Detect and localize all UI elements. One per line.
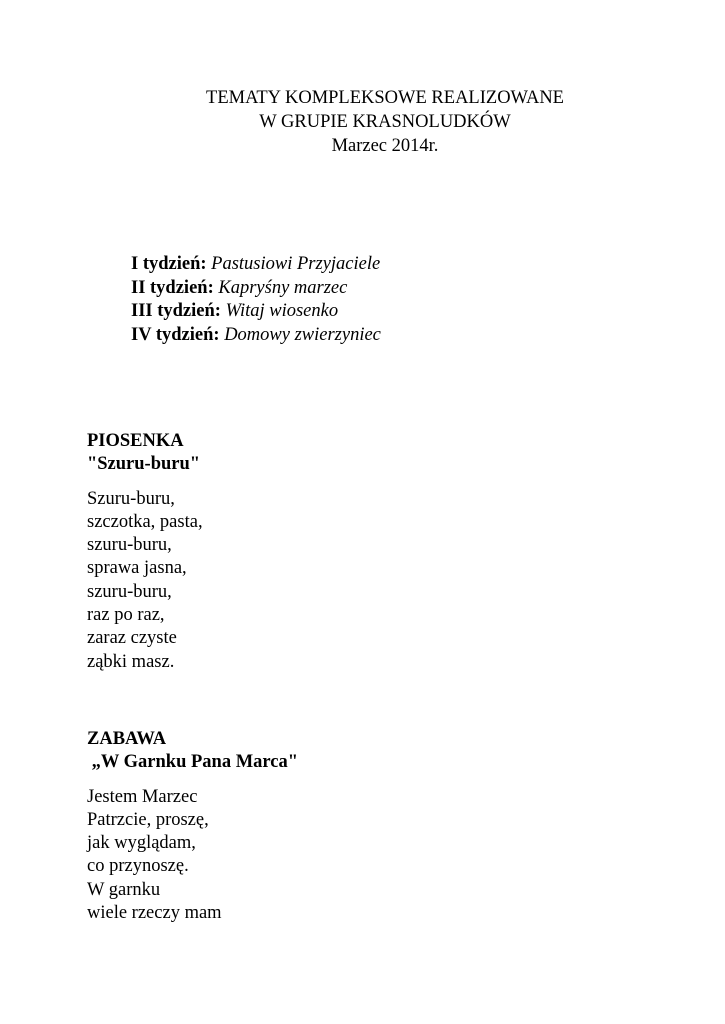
header-title-line-2: W GRUPIE KRASNOLUDKÓW [259, 112, 511, 132]
header-date: Marzec 2014r. [331, 136, 439, 156]
weekly-themes-list [131, 253, 381, 347]
week-item-1 [131, 253, 381, 277]
week-theme: Kapryśny marzec [218, 277, 348, 298]
week-theme: Domowy zwierzyniec [224, 324, 381, 345]
lyric-line: Szuru-buru, [87, 488, 175, 509]
week-label: III tydzień: [131, 301, 221, 321]
document-header [0, 86, 725, 158]
game-title: „W Garnku Pana Marca" [87, 752, 299, 773]
week-theme: Witaj wiosenko [225, 301, 339, 321]
lyric-line: sprawa jasna, [87, 558, 187, 579]
rhyme-line: W garnku [87, 879, 161, 900]
game-rhyme [87, 786, 298, 926]
rhyme-line: Patrzcie, proszę, [87, 809, 209, 830]
song-heading: PIOSENKA [87, 431, 184, 451]
week-item-3 [131, 300, 381, 324]
lyric-line: ząbki masz. [87, 651, 175, 672]
week-label: IV tydzień: [131, 324, 220, 345]
song-section [87, 430, 203, 674]
rhyme-line: co przynoszę. [87, 856, 189, 877]
week-theme: Pastusiowi Przyjaciele [211, 254, 381, 274]
lyric-line: raz po raz, [87, 605, 165, 626]
rhyme-line: jak wyglądam, [87, 833, 196, 854]
lyric-line: szuru-buru, [87, 535, 172, 556]
week-label: I tydzień: [131, 254, 207, 274]
song-lyrics [87, 488, 203, 674]
game-section [87, 728, 298, 925]
rhyme-line: wiele rzeczy mam [87, 903, 222, 924]
game-heading: ZABAWA [87, 729, 167, 749]
lyric-line: zaraz czyste [87, 628, 177, 649]
song-title: "Szuru-buru" [87, 454, 201, 475]
week-item-2 [131, 277, 381, 301]
week-label: II tydzień: [131, 277, 214, 298]
rhyme-line: Jestem Marzec [87, 786, 198, 807]
header-title-line-1: TEMATY KOMPLEKSOWE REALIZOWANE [206, 88, 564, 108]
lyric-line: szuru-buru, [87, 581, 172, 602]
week-item-4 [131, 324, 381, 348]
lyric-line: szczotka, pasta, [87, 511, 203, 532]
